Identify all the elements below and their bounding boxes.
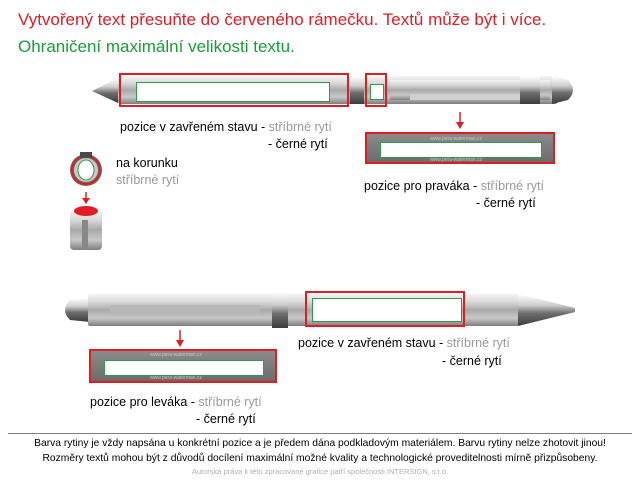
instruction-title: Vytvořený text přesuňte do červeného rámečku. Textů může být i více. xyxy=(18,10,547,29)
crown-silver-label: stříbrné rytí xyxy=(116,173,180,187)
watermark: www.pera-waterman.cz xyxy=(430,136,482,142)
footer xyxy=(0,432,640,478)
closed-position-label-top: pozice v zavřeném stavu - stříbrné rytí xyxy=(120,120,332,134)
footer-line-2: Rozměry textů mohou být z důvodů docílení maximální možné kvality a technologické proveditelnosti mírně přizpůsobeny. xyxy=(42,453,598,464)
righthand-position-label: pozice pro praváka - stříbrné rytí xyxy=(364,179,544,193)
lefthand-position-label: pozice pro leváka - stříbrné rytí xyxy=(90,395,262,409)
watermark: www.pera-waterman.cz xyxy=(430,157,482,163)
closed-position-label-bottom: pozice v zavřeném stavu - stříbrné rytí xyxy=(298,336,510,350)
watermark: www.pera-waterman.cz xyxy=(150,375,202,381)
copyright-notice: Autorská práva k této zpracované grafice patří společnosti INTERSIGN, s.r.o. xyxy=(191,467,449,476)
crown-illustration xyxy=(70,152,102,186)
text-box-small-top[interactable] xyxy=(370,84,384,100)
black-engraving-label-bottom: - černé rytí xyxy=(442,354,502,368)
size-limit-title: Ohraničení maximální velikosti textu. xyxy=(18,37,295,56)
text-box-closed-bottom[interactable] xyxy=(312,298,462,322)
cap-top-view xyxy=(70,206,102,250)
footer-line-1: Barva rytiny je vždy napsána u konkrétní pozice a je předem dána podkladovým materiálem. Barvu rytiny nelze zhotovit jinou! xyxy=(34,438,606,449)
black-engraving-label-top: - černé rytí xyxy=(268,137,328,151)
crown-label: na korunku xyxy=(116,156,178,170)
text-box-lefthand[interactable] xyxy=(104,360,264,376)
black-engraving-label-lefthand: - černé rytí xyxy=(196,412,256,426)
text-box-righthand[interactable] xyxy=(380,142,542,158)
text-box-closed-top[interactable] xyxy=(136,82,330,102)
watermark: www.pera-waterman.cz xyxy=(150,352,202,358)
black-engraving-label-righthand: - černé rytí xyxy=(476,196,536,210)
